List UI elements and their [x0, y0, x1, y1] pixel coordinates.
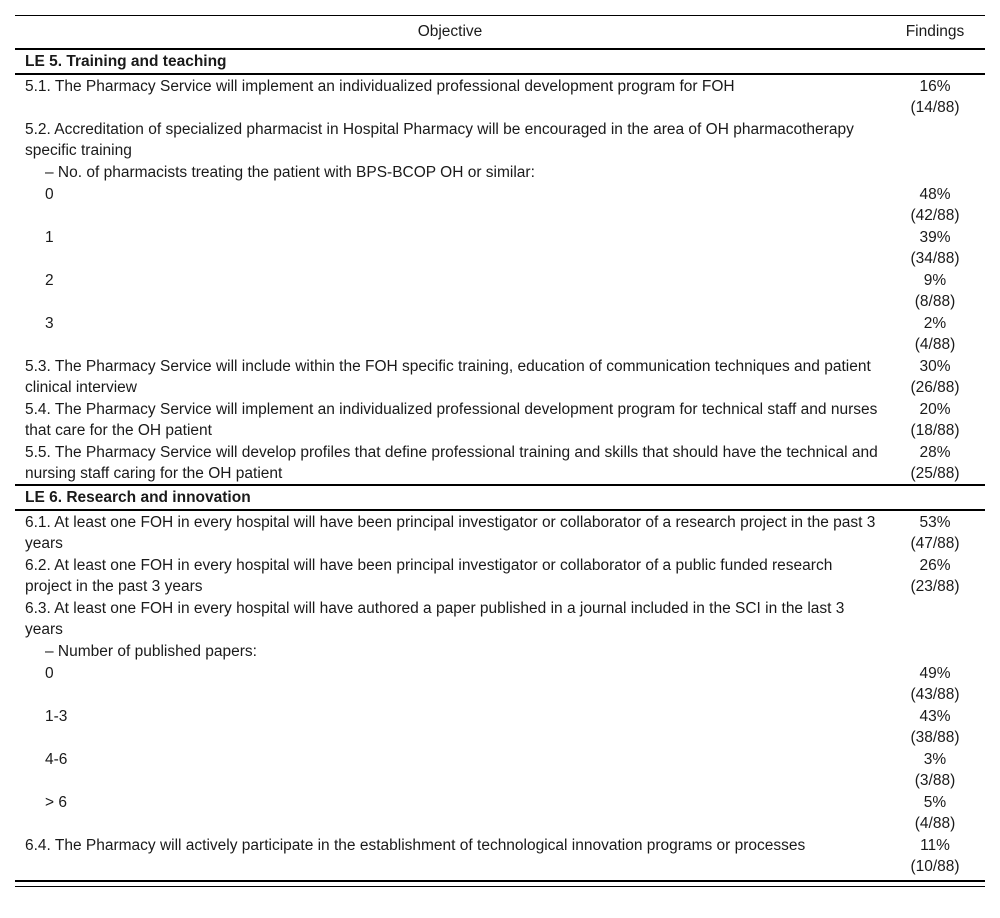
findings-count: (4/88) — [914, 815, 956, 832]
section-findings-empty — [885, 49, 985, 74]
findings-percent: 28% — [919, 444, 951, 461]
section-findings-empty — [885, 485, 985, 510]
objective-text: – Number of published papers: — [45, 643, 257, 660]
findings-count: (8/88) — [914, 293, 956, 310]
objective-text: 0 — [45, 186, 54, 203]
findings-percent: 2% — [923, 315, 947, 332]
table-row — [15, 748, 985, 791]
findings-cell — [885, 597, 985, 640]
findings-count: (42/88) — [910, 207, 960, 224]
findings-count: (26/88) — [910, 379, 960, 396]
findings-cell — [885, 118, 985, 161]
table-row — [15, 554, 985, 597]
table-row — [15, 118, 985, 161]
table-row — [15, 398, 985, 441]
table-bottom-rule — [15, 880, 985, 887]
objective-text: 1 — [45, 229, 54, 246]
table-row — [15, 441, 985, 485]
section-header-row — [15, 485, 985, 510]
findings-cell — [885, 74, 985, 118]
table-row — [15, 226, 985, 269]
findings-cell — [885, 510, 985, 554]
objective-text: 5.1. The Pharmacy Service will implement an individualized professional development program for FOH — [25, 78, 735, 95]
findings-cell — [885, 183, 985, 226]
findings-percent: 43% — [919, 708, 951, 725]
table-row — [15, 74, 985, 118]
table-row — [15, 597, 985, 640]
findings-cell — [885, 791, 985, 834]
bottom-rule-thick — [15, 880, 985, 882]
table-row — [15, 312, 985, 355]
findings-percent: 39% — [919, 229, 951, 246]
findings-percent: 11% — [920, 837, 950, 854]
column-header-findings: Findings — [885, 16, 985, 50]
findings-percent: 16% — [919, 78, 951, 95]
objective-text: 6.1. At least one FOH in every hospital will have been principal investigator or collaborator of a research project in the past 3 years — [25, 514, 876, 552]
findings-cell — [885, 398, 985, 441]
table-row — [15, 269, 985, 312]
objective-text: 4-6 — [45, 751, 68, 768]
findings-count: (43/88) — [910, 686, 960, 703]
findings-cell — [885, 640, 985, 662]
objective-text: 3 — [45, 315, 54, 332]
findings-cell — [885, 161, 985, 183]
findings-count: (3/88) — [914, 772, 956, 789]
findings-count: (23/88) — [910, 578, 960, 595]
findings-cell — [885, 441, 985, 485]
findings-percent: 53% — [919, 514, 951, 531]
findings-percent: 20% — [919, 401, 951, 418]
findings-count: (34/88) — [910, 250, 960, 267]
findings-percent: 48% — [919, 186, 951, 203]
objective-text: 6.4. The Pharmacy will actively participate in the establishment of technological innovation programs or processes — [25, 837, 806, 854]
objective-text: 5.3. The Pharmacy Service will include within the FOH specific training, education of communication techniques and patient clinical interview — [25, 358, 871, 396]
objective-text: 5.2. Accreditation of specialized pharmacist in Hospital Pharmacy will be encouraged in the area of OH pharmacotherapy specific training — [25, 121, 854, 159]
findings-cell — [885, 748, 985, 791]
table-header-row — [15, 16, 985, 50]
findings-percent: 30% — [919, 358, 951, 375]
column-header-objective: Objective — [15, 16, 885, 50]
findings-cell — [885, 662, 985, 705]
findings-count: (14/88) — [910, 99, 960, 116]
findings-cell — [885, 705, 985, 748]
findings-percent: 9% — [923, 272, 947, 289]
findings-cell — [885, 834, 985, 877]
findings-cell — [885, 355, 985, 398]
table-row — [15, 705, 985, 748]
table-row — [15, 791, 985, 834]
findings-count: (47/88) — [910, 535, 960, 552]
table-row — [15, 183, 985, 226]
findings-cell — [885, 269, 985, 312]
table-row — [15, 640, 985, 662]
objective-text: 2 — [45, 272, 54, 289]
objective-text: 5.5. The Pharmacy Service will develop profiles that define professional training and skills that should have the technical and nursing staff caring for the OH patient — [25, 444, 878, 482]
objective-text: 6.2. At least one FOH in every hospital will have been principal investigator or collaborator of a public funded research project in the past 3 years — [25, 557, 833, 595]
findings-percent: 26% — [919, 557, 951, 574]
objectives-findings-table — [15, 15, 985, 877]
findings-count: (25/88) — [910, 465, 960, 482]
findings-cell — [885, 554, 985, 597]
section-title: LE 5. Training and teaching — [15, 49, 885, 74]
findings-percent: 3% — [923, 751, 947, 768]
findings-cell — [885, 312, 985, 355]
findings-count: (18/88) — [910, 422, 960, 439]
objective-text: > 6 — [45, 794, 67, 811]
findings-count: (10/88) — [910, 858, 960, 875]
objective-text: 6.3. At least one FOH in every hospital will have authored a paper published in a journal included in the SCI in the last 3 years — [25, 600, 845, 638]
section-title: LE 6. Research and innovation — [15, 485, 885, 510]
findings-count: (38/88) — [910, 729, 960, 746]
objective-text: 1-3 — [45, 708, 68, 725]
table-row — [15, 662, 985, 705]
objective-text: 5.4. The Pharmacy Service will implement an individualized professional development program for technical staff and nurses that care for the OH patient — [25, 401, 878, 439]
table-row — [15, 355, 985, 398]
findings-cell — [885, 226, 985, 269]
objective-text: 0 — [45, 665, 54, 682]
table-row — [15, 161, 985, 183]
findings-count: (4/88) — [914, 336, 956, 353]
section-header-row — [15, 49, 985, 74]
table-row — [15, 834, 985, 877]
table-row — [15, 510, 985, 554]
bottom-rule-thin — [15, 886, 985, 887]
objective-text: – No. of pharmacists treating the patient with BPS-BCOP OH or similar: — [45, 164, 535, 181]
findings-percent: 5% — [923, 794, 947, 811]
findings-percent: 49% — [919, 665, 951, 682]
